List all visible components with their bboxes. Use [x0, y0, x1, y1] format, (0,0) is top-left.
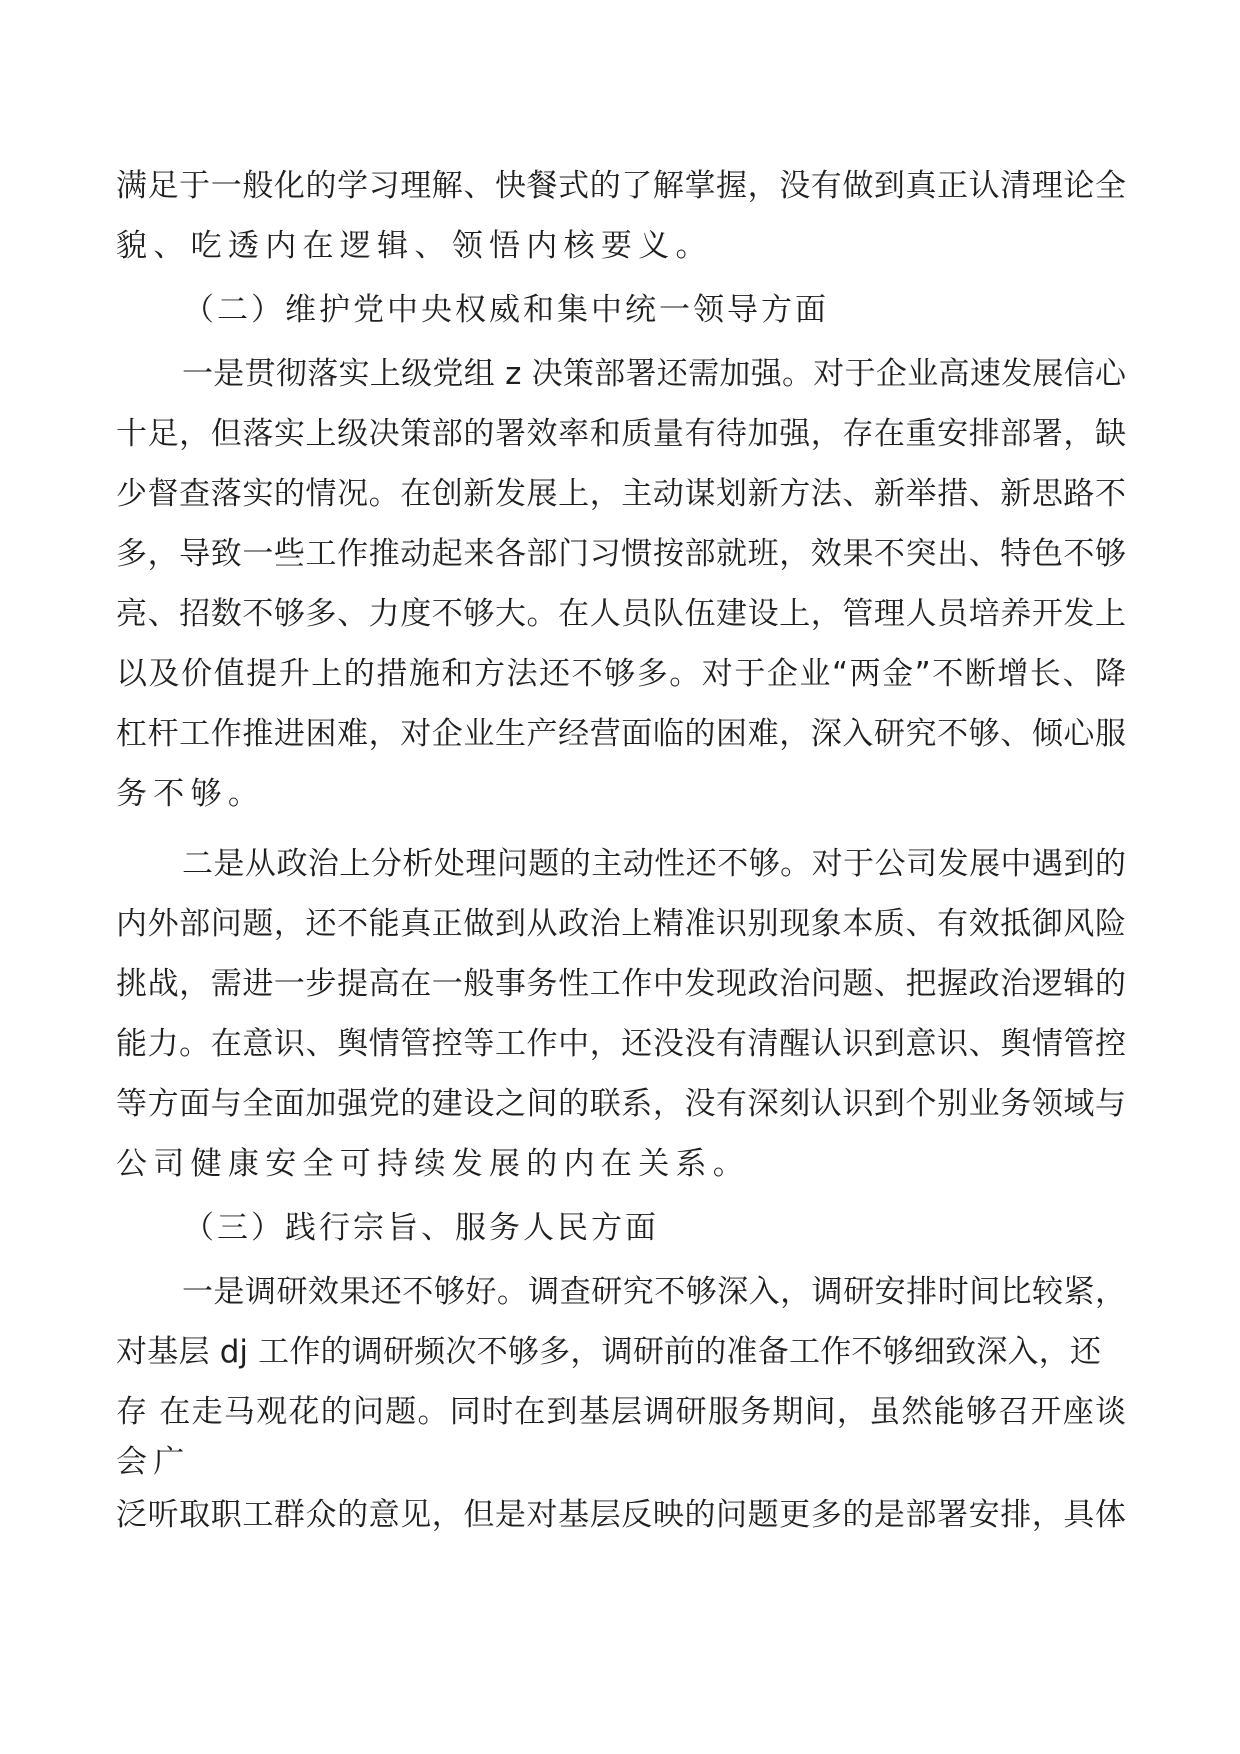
body-text-line: 一是调研效果还不够好。调查研究不够深入，调研安排时间比较紧，	[182, 1274, 1126, 1310]
body-text-line: 杠杆工作推进困难，对企业生产经营面临的困难，深入研究不够、倾心服	[116, 716, 1126, 752]
body-text-line: 等方面与全面加强党的建设之间的联系，没有深刻认识到个别业务领域与	[116, 1086, 1126, 1122]
body-text-line: 十足，但落实上级决策部的署效率和质量有待加强，存在重安排部署，缺	[116, 416, 1126, 452]
body-text-line: 一是贯彻落实上级党组 z 决策部署还需加强。对于企业高速发展信心	[182, 356, 1126, 392]
body-text-line: 二是从政治上分析处理问题的主动性还不够。对于公司发展中遇到的	[182, 846, 1126, 882]
section-heading: （二）维护党中央权威和集中统一领导方面	[183, 292, 829, 328]
body-text-line: 少督查落实的情况。在创新发展上，主动谋划新方法、新举措、新思路不	[116, 476, 1126, 512]
body-text-line: 存 在走马观花的问题。同时在到基层调研服务期间，虽然能够召开座谈	[116, 1394, 1126, 1430]
body-text-line: 对基层 dj 工作的调研频次不够多，调研前的准备工作不够细致深入，还	[116, 1334, 1101, 1370]
section-heading: （三）践行宗旨、服务人民方面	[183, 1210, 659, 1246]
body-text-line: 以及价值提升上的措施和方法还不够多。对于企业“两金”不断增长、降	[116, 656, 1126, 692]
body-text-line: 貌、吃透内在逻辑、领悟内核要义。	[116, 228, 713, 264]
body-text-line: 能力。在意识、舆情管控等工作中，还没没有清醒认识到意识、舆情管控	[116, 1026, 1126, 1062]
body-text-line: 挑战，需进一步提高在一般事务性工作中发现政治问题、把握政治逻辑的	[116, 966, 1126, 1002]
body-text-line: 内外部问题，还不能真正做到从政治上精准识别现象本质、有效抵御风险	[116, 906, 1126, 942]
body-text-line: 多，导致一些工作推动起来各部门习惯按部就班，效果不突出、特色不够	[116, 536, 1126, 572]
body-text-line: 泛听取职工群众的意见，但是对基层反映的问题更多的是部署安排，具体	[116, 1497, 1126, 1533]
body-text-line: 亮、招数不够多、力度不够大。在人员队伍建设上，管理人员培养开发上	[116, 596, 1126, 632]
body-text-line: 务不够。	[116, 776, 266, 812]
body-text-line: 满足于一般化的学习理解、快餐式的了解掌握，没有做到真正认清理论全	[116, 168, 1126, 204]
body-text-line: 会广	[116, 1444, 191, 1480]
body-text-line: 公司健康安全可持续发展的内在关系。	[116, 1146, 751, 1182]
